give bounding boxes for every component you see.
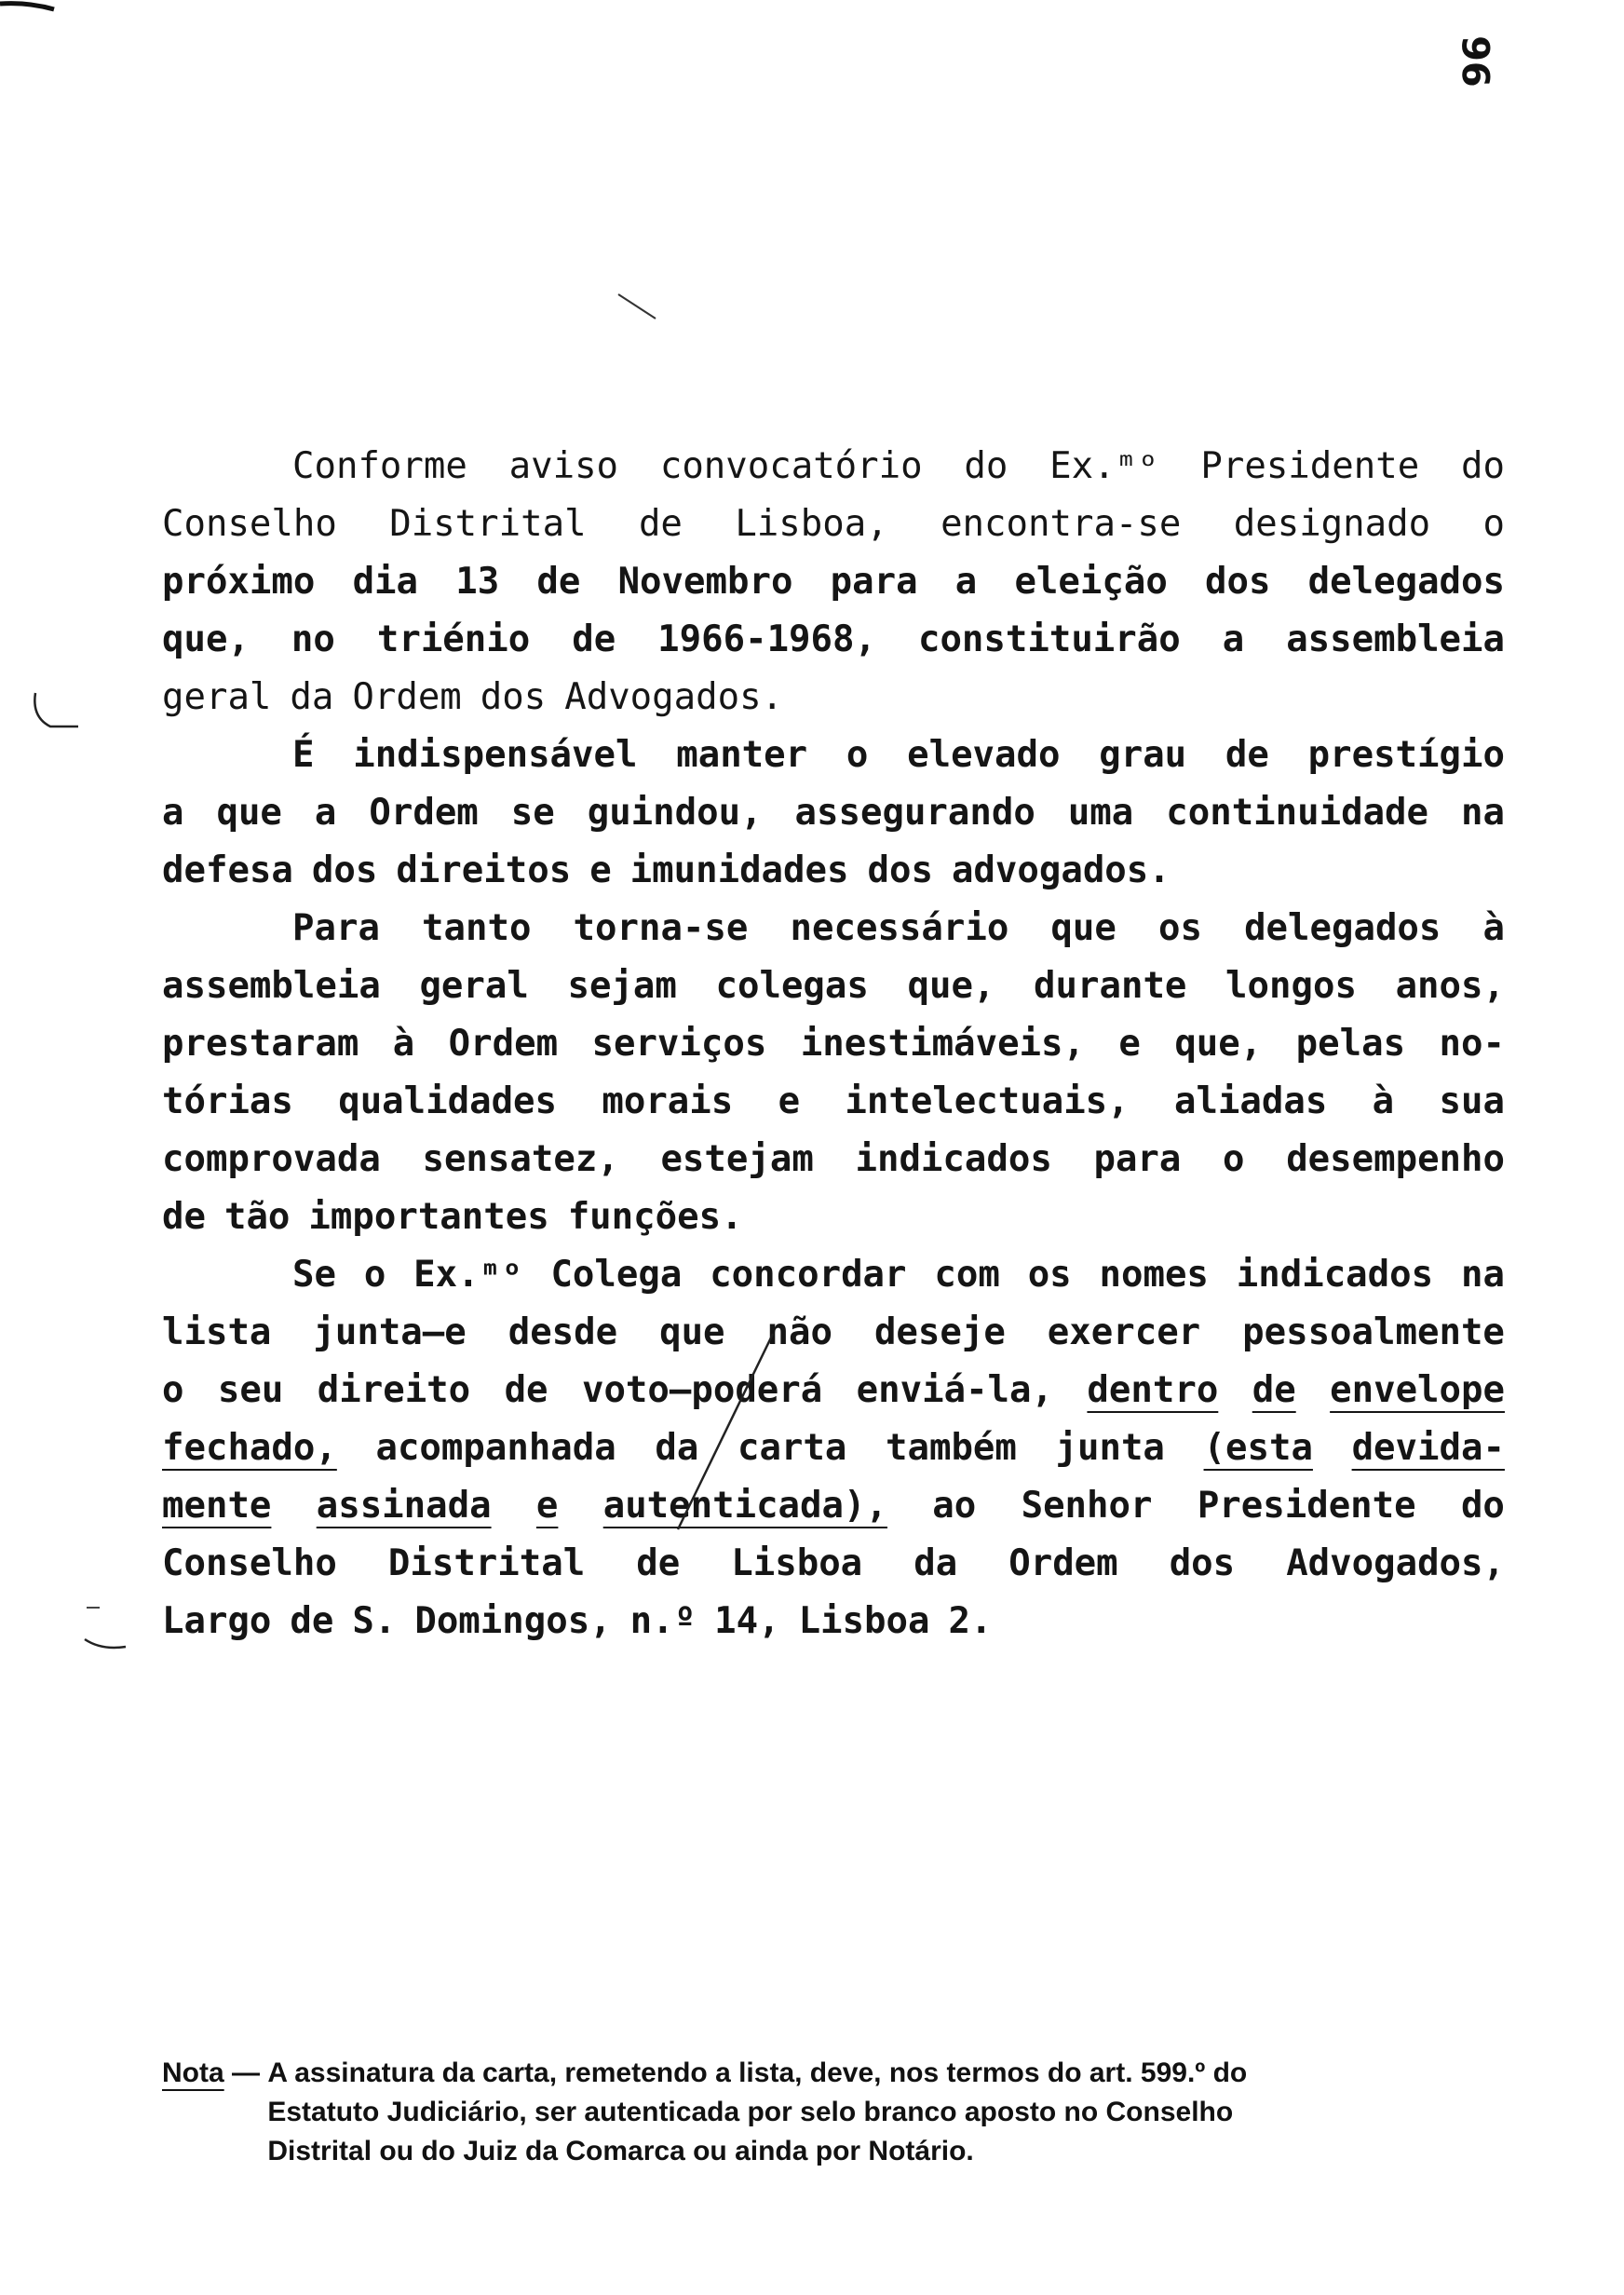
word: que, [162, 618, 250, 660]
word: necessário [790, 907, 1009, 949]
word: sensatez, [422, 1138, 619, 1180]
word: grau [1099, 734, 1187, 776]
word: Para [292, 907, 380, 949]
word: carta [737, 1427, 847, 1469]
word: serviços [591, 1023, 767, 1065]
word: convocatório [659, 445, 923, 487]
underlined-word: assinada [316, 1485, 492, 1527]
word: para [1093, 1138, 1182, 1180]
text-line [162, 1362, 1505, 1419]
word: enviá-la, [856, 1369, 1053, 1411]
text-line [162, 1304, 1505, 1362]
word: torna-se [573, 907, 749, 949]
word: indicados [855, 1138, 1052, 1180]
word: elevado [907, 734, 1061, 776]
word: à [1372, 1080, 1395, 1122]
word: os [1157, 907, 1202, 949]
word: guindou, [587, 792, 763, 834]
word: seu [217, 1369, 284, 1411]
word: Advogados, [1286, 1542, 1505, 1584]
word: que [659, 1311, 725, 1353]
word: Conselho [162, 1542, 337, 1584]
paragraph-2 [162, 727, 1505, 900]
word: comprovada [162, 1138, 381, 1180]
paragraph-1 [162, 438, 1505, 727]
word: estejam [660, 1138, 814, 1180]
word: Presidente [1200, 445, 1420, 487]
underlined-word: mente [162, 1485, 272, 1527]
word: Lisboa [731, 1542, 863, 1584]
word: dos [480, 676, 547, 718]
word: 1966-1968, [657, 618, 876, 660]
underlined-word: de [1252, 1369, 1296, 1411]
word: imunidades [629, 849, 849, 891]
word: continuidade [1166, 792, 1429, 834]
word: os [1027, 1254, 1072, 1296]
text-line [162, 438, 1505, 496]
word: na [1460, 1254, 1505, 1296]
word: de [162, 1196, 206, 1238]
word: geral [162, 676, 272, 718]
word: Senhor [1021, 1485, 1153, 1527]
word: advogados. [951, 849, 1171, 891]
word: de [572, 618, 616, 660]
word: de [636, 1542, 681, 1584]
footnote [162, 2054, 1503, 2171]
word: delegados [1307, 561, 1505, 603]
word: indicados [1236, 1254, 1434, 1296]
text-line [162, 611, 1505, 669]
word: assembleia [162, 965, 381, 1007]
word: durante [1034, 965, 1187, 1007]
text-line [162, 957, 1505, 1015]
word: Ex.ᵐᵒ [1049, 445, 1159, 487]
word: Ordem [448, 1023, 559, 1065]
footnote-label: Nota [162, 2057, 224, 2088]
word: à [392, 1023, 415, 1065]
word: para [830, 561, 918, 603]
word: morais [602, 1080, 734, 1122]
word: de [1225, 734, 1269, 776]
handwritten-slash-mark [661, 1330, 792, 1535]
word: Domingos, [414, 1600, 612, 1642]
word: designado [1233, 503, 1431, 545]
word: importantes [308, 1196, 549, 1238]
text-line [162, 1477, 1505, 1535]
word: Advogados. [564, 676, 784, 718]
text-line [162, 1419, 1505, 1477]
word: no- [1439, 1023, 1505, 1065]
word: de [290, 1600, 334, 1642]
word: Distrital [389, 503, 587, 545]
word: e [589, 849, 612, 891]
word: desde [508, 1311, 618, 1353]
word: que [216, 792, 282, 834]
word: geral [419, 965, 529, 1007]
footnote-separator: — [223, 2057, 268, 2088]
word: junta—e [313, 1311, 467, 1353]
word: voto—poderá [581, 1369, 823, 1411]
word: aviso [508, 445, 619, 487]
text-line [162, 727, 1505, 784]
word: dos [1205, 561, 1271, 603]
word: a [954, 561, 978, 603]
word: inestimáveis, [800, 1023, 1085, 1065]
word: É [292, 734, 315, 776]
word: Novembro [617, 561, 793, 603]
word: do [1460, 445, 1505, 487]
word: próximo [162, 561, 316, 603]
word: de [536, 561, 581, 603]
margin-bracket-mark [26, 689, 82, 736]
text-line [162, 1015, 1505, 1073]
word: manter [676, 734, 808, 776]
text-line [162, 669, 1505, 727]
word: defesa [162, 849, 293, 891]
word: também [886, 1427, 1017, 1469]
word: lista [162, 1311, 272, 1353]
word: desempenho [1286, 1138, 1505, 1180]
underlined-word: envelope [1330, 1369, 1505, 1411]
word: acompanhada [375, 1427, 616, 1469]
margin-mark-lower [79, 1602, 135, 1658]
word: colegas [715, 965, 869, 1007]
word: indispensável [353, 734, 638, 776]
footnote-label-wrap [162, 2054, 267, 2171]
word: 13 [455, 561, 500, 603]
word: na [1461, 792, 1505, 834]
paragraph-3 [162, 900, 1505, 1246]
word: Lisboa [798, 1600, 930, 1642]
word: S. [352, 1600, 397, 1642]
letter-body [162, 438, 1505, 1650]
text-line [162, 842, 1505, 900]
footnote-text [267, 2054, 1503, 2171]
word: Conforme [292, 445, 467, 487]
text-line [162, 1593, 1505, 1650]
word: da [290, 676, 334, 718]
word: junta [1055, 1427, 1165, 1469]
stray-mark-top [615, 289, 661, 326]
word: Se [292, 1254, 336, 1296]
word: pessoalmente [1242, 1311, 1505, 1353]
word: exercer [1047, 1311, 1201, 1353]
word: de [638, 503, 683, 545]
word: tórias [162, 1080, 293, 1122]
word: não [766, 1311, 832, 1353]
word: Ordem [352, 676, 462, 718]
text-line [162, 1188, 1505, 1246]
word: o [162, 1369, 184, 1411]
word: dos [867, 849, 933, 891]
word: o [1482, 503, 1505, 545]
word: longos [1225, 965, 1357, 1007]
word: Lisboa, [735, 503, 888, 545]
word: tão [223, 1196, 291, 1238]
word: eleição [1014, 561, 1168, 603]
word: triénio [376, 618, 531, 660]
word: Distrital [387, 1542, 586, 1584]
word: Conselho [162, 503, 337, 545]
word: que, [907, 965, 995, 1007]
word: e [778, 1080, 801, 1122]
underlined-word: (esta [1203, 1427, 1313, 1469]
word: Largo [162, 1600, 272, 1642]
text-line [162, 496, 1505, 553]
word: 2. [948, 1600, 993, 1642]
text-line [162, 1246, 1505, 1304]
word: intelectuais, [845, 1080, 1130, 1122]
text-line [162, 900, 1505, 957]
word: a [1222, 618, 1245, 660]
word: aliadas [1173, 1080, 1328, 1122]
paragraph-4 [162, 1246, 1505, 1650]
word: assegurando [794, 792, 1035, 834]
underlined-word: e [535, 1485, 559, 1527]
word: sejam [567, 965, 677, 1007]
footnote-line: A assinatura da carta, remetendo a lista, deve, nos termos do art. 599.º do [267, 2057, 1248, 2088]
word: n.º [629, 1600, 697, 1642]
word: tanto [422, 907, 532, 949]
word: prestaram [162, 1023, 359, 1065]
word: concordar [710, 1254, 907, 1296]
word: direito [317, 1369, 471, 1411]
footnote-line: Distrital ou do Juiz da Comarca ou ainda por Notário. [267, 2136, 974, 2166]
word: encontra-se [941, 503, 1182, 545]
word: sua [1439, 1080, 1505, 1122]
word: direitos [396, 849, 572, 891]
word: Presidente [1197, 1485, 1416, 1527]
word: uma [1067, 792, 1134, 834]
word: deseje [873, 1311, 1006, 1353]
word: dia [352, 561, 419, 603]
underlined-word: fechado, [162, 1427, 337, 1469]
word: Ordem [369, 792, 479, 834]
underlined-word: dentro [1087, 1369, 1219, 1411]
word: assembleia [1286, 618, 1505, 660]
word: à [1482, 907, 1505, 949]
word: que [1050, 907, 1116, 949]
word: da [655, 1427, 699, 1469]
word: Ex.ᵐᵒ [413, 1254, 523, 1296]
word: que, [1174, 1023, 1263, 1065]
word: nomes [1099, 1254, 1209, 1296]
word: se [510, 792, 555, 834]
word: dos [311, 849, 378, 891]
word: funções. [567, 1196, 743, 1238]
word: Ordem [1008, 1542, 1118, 1584]
word: dos [1169, 1542, 1236, 1584]
text-line [162, 553, 1505, 611]
word: do [964, 445, 1008, 487]
text-line [162, 1131, 1505, 1188]
word: e [1118, 1023, 1141, 1065]
word: o [846, 734, 869, 776]
word: do [1460, 1485, 1505, 1527]
underlined-word: autenticada), [602, 1485, 887, 1527]
text-line [162, 784, 1505, 842]
underlined-word: devida- [1351, 1427, 1505, 1469]
word: o [363, 1254, 386, 1296]
word: com [934, 1254, 1000, 1296]
text-line [162, 1535, 1505, 1593]
word: ao [932, 1485, 977, 1527]
word: da [914, 1542, 958, 1584]
word: o [1223, 1138, 1245, 1180]
corner-scan-mark [0, 0, 56, 13]
text-line [162, 1073, 1505, 1131]
word: Colega [550, 1254, 683, 1296]
word: qualidades [338, 1080, 558, 1122]
word: delegados [1244, 907, 1441, 949]
word: prestígio [1307, 734, 1505, 776]
word: pelas [1295, 1023, 1406, 1065]
word: constituirão [917, 618, 1181, 660]
page-number: 96 [1456, 35, 1499, 88]
word: a [314, 792, 337, 834]
word: no [291, 618, 335, 660]
word: de [504, 1369, 548, 1411]
footnote-line: Estatuto Judiciário, ser autenticada por selo branco aposto no Conselho [267, 2097, 1234, 2127]
word: anos, [1395, 965, 1505, 1007]
word: a [162, 792, 184, 834]
word: 14, [714, 1600, 780, 1642]
